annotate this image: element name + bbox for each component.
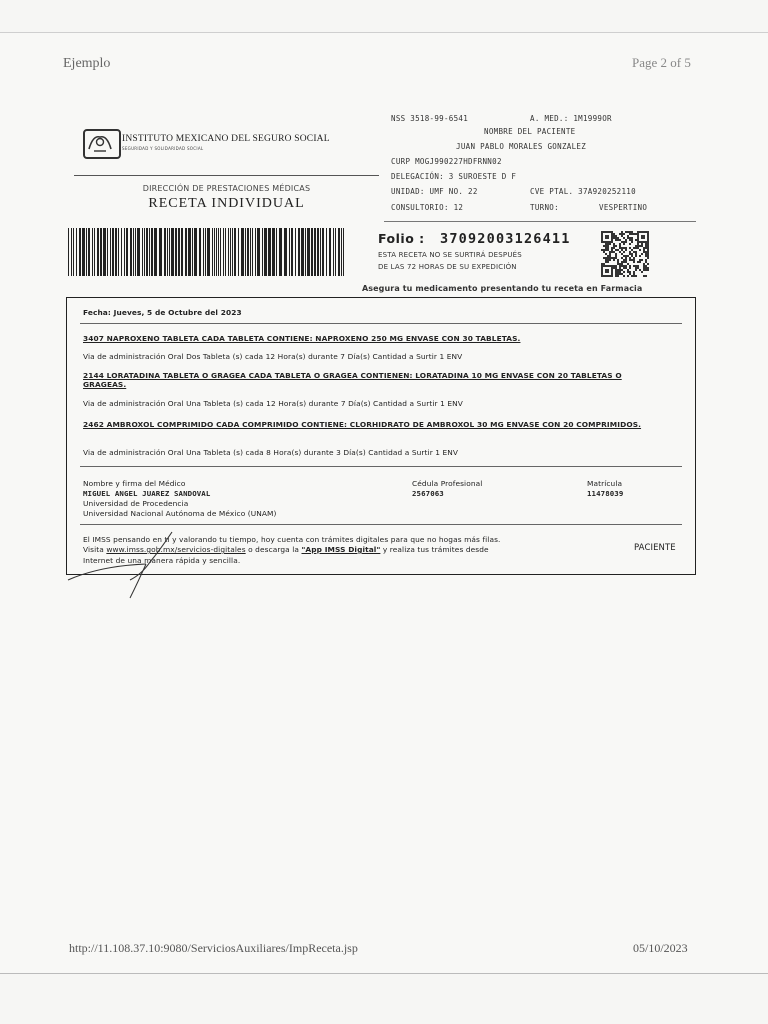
divider — [80, 466, 682, 467]
medication-name: 2144 LORATADINA TABLETA O GRAGEA CADA TABLETA O GRAGEA CONTIENEN: LORATADINA 10 MG ENVASE CON 20 TABLETAS O GRAGEAS. — [83, 371, 622, 389]
unidad: UNIDAD: UMF NO. 22 — [391, 187, 478, 196]
barcode — [68, 228, 344, 276]
cedula-label: Cédula Profesional — [412, 479, 483, 488]
curp: CURP MOGJ990227HDFRNN02 — [391, 157, 502, 166]
medication-dosage: Via de administración Oral Una Tableta (s) cada 12 Hora(s) durante 7 Día(s) Cantidad a Surtir 1 ENV — [83, 399, 463, 408]
footer-url: http://11.108.37.10:9080/ServiciosAuxiliares/ImpReceta.jsp — [69, 941, 358, 955]
divider — [80, 323, 682, 324]
divider — [80, 524, 682, 525]
prescription-date: Fecha: Jueves, 5 de Octubre del 2023 — [83, 308, 242, 317]
page-header-right: Page 2 of 5 — [632, 55, 691, 70]
cedula-value: 2567063 — [412, 489, 444, 498]
direccion-label: DIRECCIÓN DE PRESTACIONES MÉDICAS — [142, 184, 311, 193]
document-title: RECETA INDIVIDUAL — [148, 196, 305, 211]
matricula-value: 11478039 — [587, 489, 624, 498]
copy-label-paciente: PACIENTE — [634, 543, 676, 553]
patient-name: JUAN PABLO MORALES GONZALEZ — [456, 142, 587, 151]
imss-logo-icon — [83, 129, 121, 159]
footer-date: 05/10/2023 — [633, 941, 688, 955]
asegura-notice: Asegura tu medicamento presentando tu receta en Farmacia — [362, 284, 643, 293]
folio-label: Folio : — [378, 231, 425, 246]
university-label: Universidad de Procedencia — [83, 499, 189, 508]
folio-number: 37092003126411 — [440, 231, 571, 247]
institution-subtitle: SEGURIDAD Y SOLIDARIDAD SOCIAL — [122, 146, 204, 151]
doctor-name: MIGUEL ANGEL JUAREZ SANDOVAL — [83, 489, 211, 498]
patient-name-label: NOMBRE DEL PACIENTE — [484, 127, 576, 136]
qr-code-icon — [601, 231, 649, 277]
doctor-label: Nombre y firma del Médico — [83, 479, 186, 488]
consultorio: CONSULTORIO: 12 — [391, 203, 464, 212]
university-name: Universidad Nacional Autónoma de México (UNAM) — [83, 509, 277, 518]
notice-text: y realiza tus trámites desde — [382, 545, 489, 554]
matricula-label: Matrícula — [587, 479, 623, 488]
app-imss-digital-link[interactable]: "App IMSS Digital" — [301, 545, 381, 554]
signature — [60, 528, 180, 600]
notice-text: o descarga la — [248, 545, 300, 554]
delegacion: DELEGACIÓN: 3 SUROESTE D F — [391, 172, 517, 181]
folio-note-2: DE LAS 72 HORAS DE SU EXPEDICIÓN — [378, 263, 517, 271]
imss-notice-line3: Internet de una manera rápida y sencilla. — [83, 556, 241, 565]
adscripcion-medica: A. MED.: 1M1999OR — [530, 114, 612, 123]
folio-note-1: ESTA RECETA NO SE SURTIRÁ DESPUÉS — [378, 251, 522, 259]
divider — [384, 221, 696, 222]
imss-notice-line1: El IMSS pensando en ti y valorando tu tiempo, hoy cuenta con trámites digitales para que no hogas más filas. — [83, 535, 501, 544]
page-header-left: Ejemplo — [63, 56, 111, 71]
divider — [74, 175, 379, 176]
turno-label: TURNO: — [530, 203, 559, 212]
servicios-digitales-link[interactable]: www.imss.gob.mx/servicios-digitales — [106, 545, 246, 554]
institution-name: INSTITUTO MEXICANO DEL SEGURO SOCIAL — [122, 134, 330, 144]
turno: VESPERTINO — [599, 203, 648, 212]
notice-text: Visita — [83, 545, 104, 554]
nss: NSS 3518-99-6541 — [391, 114, 469, 123]
cve-ptal: CVE PTAL. 37A920252110 — [530, 187, 636, 196]
medication-name: 3407 NAPROXENO TABLETA CADA TABLETA CONTIENE: NAPROXENO 250 MG ENVASE CON 30 TABLETAS. — [83, 334, 521, 343]
medication-dosage: Via de administración Oral Una Tableta (s) cada 8 Hora(s) durante 3 Día(s) Cantidad a Surtir 1 ENV — [83, 448, 459, 457]
medication-name: 2462 AMBROXOL COMPRIMIDO CADA COMPRIMIDO CONTIENE: CLORHIDRATO DE AMBROXOL 30 MG ENVASE CON 20 COMPRIMIDOS. — [83, 420, 642, 429]
medication-dosage: Via de administración Oral Dos Tableta (s) cada 12 Hora(s) durante 7 Día(s) Cantidad a Surtir 1 ENV — [83, 352, 463, 361]
